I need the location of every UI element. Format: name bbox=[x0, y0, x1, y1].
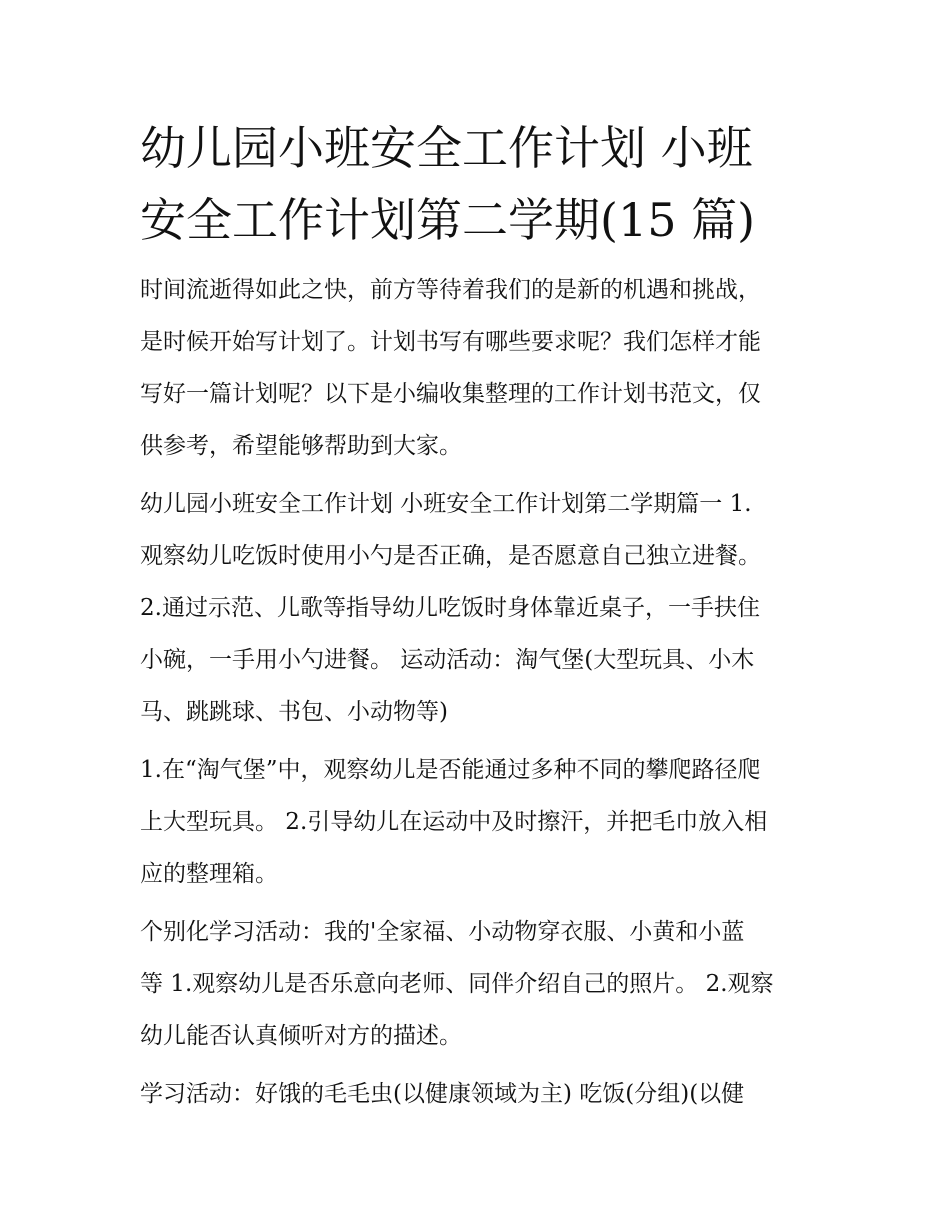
text-line: 上大型玩具。 2.引导幼儿在运动中及时擦汗，并把毛巾放入相 bbox=[140, 809, 768, 835]
text-line: 2.通过示范、儿歌等指导幼儿吃饭时身体靠近桌子，一手扶住 bbox=[140, 595, 760, 621]
exercise-paragraph bbox=[140, 744, 812, 900]
text-line: 学习活动：好饿的毛毛虫(以健康领域为主) 吃饭(分组)(以健 bbox=[140, 1081, 745, 1107]
text-line: 小碗，一手用小勺进餐。 运动活动：淘气堡(大型玩具、小木 bbox=[140, 647, 755, 673]
section-one-paragraph bbox=[140, 478, 812, 738]
text-line: 幼儿能否认真倾听对方的描述。 bbox=[140, 1023, 462, 1049]
text-line: 是时候开始写计划了。计划书写有哪些要求呢？我们怎样才能 bbox=[140, 329, 761, 355]
intro-paragraph bbox=[140, 264, 812, 472]
text-line: 观察幼儿吃饭时使用小勺是否正确，是否愿意自己独立进餐。 bbox=[140, 543, 761, 569]
text-line: 写好一篇计划呢？以下是小编收集整理的工作计划书范文，仅 bbox=[140, 381, 761, 407]
title-line: 安全工作计划第二学期(15 篇) bbox=[140, 193, 756, 247]
learning-activity-paragraph bbox=[140, 1068, 812, 1120]
text-line: 等 1.观察幼儿是否乐意向老师、同伴介绍自己的照片。 2.观察 bbox=[140, 971, 774, 997]
text-line: 马、跳跳球、书包、小动物等) bbox=[140, 699, 448, 725]
text-line: 应的整理箱。 bbox=[140, 861, 278, 887]
text-line: 时间流逝得如此之快，前方等待着我们的是新的机遇和挑战， bbox=[140, 277, 761, 303]
text-line: 幼儿园小班安全工作计划 小班安全工作计划第二学期篇一 1. bbox=[140, 491, 752, 517]
document-body bbox=[140, 112, 812, 1126]
individual-learning-paragraph bbox=[140, 906, 812, 1062]
document-title bbox=[140, 112, 812, 256]
text-line: 供参考，希望能够帮助到大家。 bbox=[140, 433, 462, 459]
text-line: 1.在“淘气堡”中，观察幼儿是否能通过多种不同的攀爬路径爬 bbox=[140, 757, 761, 783]
title-line: 幼儿园小班安全工作计划 小班 bbox=[140, 121, 753, 175]
text-line: 个别化学习活动：我的'全家福、小动物穿衣服、小黄和小蓝 bbox=[140, 919, 745, 945]
